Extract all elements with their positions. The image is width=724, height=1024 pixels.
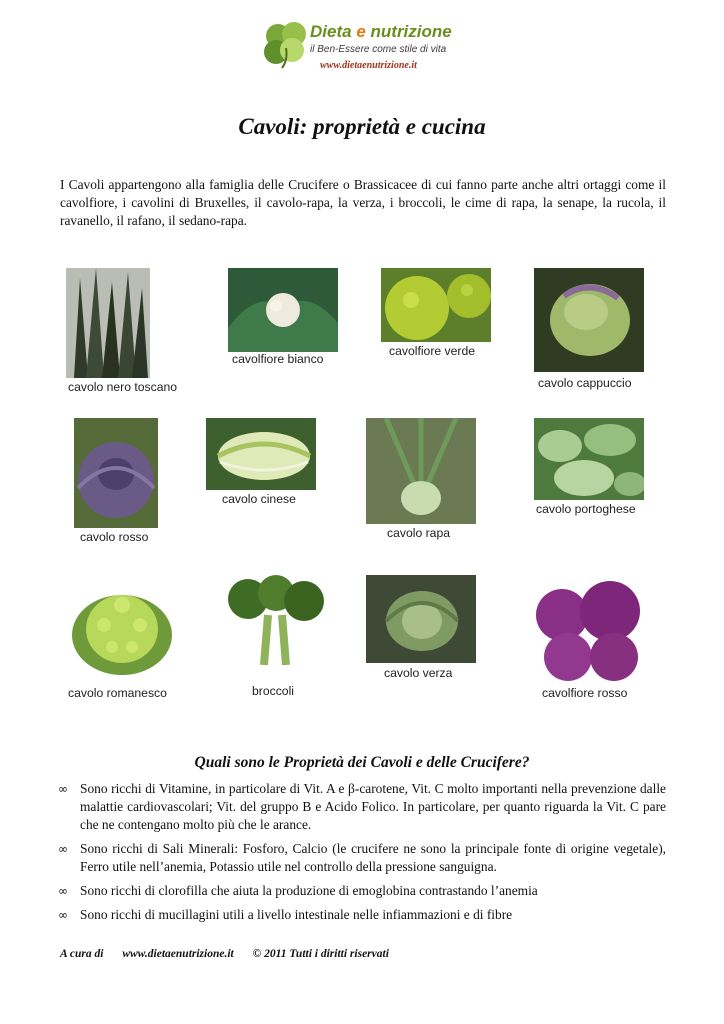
list-item — [58, 882, 666, 900]
cavolo-rapa-photo — [366, 418, 476, 524]
list-item — [58, 906, 666, 924]
site-logo — [262, 20, 472, 76]
brand-name: Dieta e nutrizione — [310, 22, 452, 41]
footer-curated-by: A cura di — [60, 948, 104, 960]
properties-heading: Quali sono le Proprietà dei Cavoli e delle Crucifere? — [194, 754, 530, 771]
broccoli-photo — [220, 575, 330, 665]
photo-caption: cavolo portoghese — [536, 502, 636, 516]
footer-site-link[interactable]: www.dietaenutrizione.it — [122, 948, 234, 960]
brand-url[interactable]: www.dietaenutrizione.it — [320, 60, 417, 71]
cavolfiore-verde-photo — [381, 268, 491, 342]
list-item-text: Sono ricchi di Sali Minerali: Fosforo, Calcio (le crucifere ne sono la principale fonte di origine vegetale), Ferro utile nell’anemia, Potassio utile nel controllo della pressione sanguigna. — [80, 841, 666, 874]
clover-logo-icon — [262, 20, 312, 70]
cavolfiore-rosso-photo — [534, 575, 644, 683]
photo-caption: cavolo cappuccio — [538, 376, 632, 390]
footer-copyright: © 2011 Tutti i diritti riservati — [252, 948, 389, 960]
brand-tagline: il Ben-Essere come stile di vita — [310, 44, 447, 55]
list-item — [58, 780, 666, 834]
list-item-text: Sono ricchi di mucillagini utili a livello intestinale nelle infiammazioni e di fibre — [80, 907, 513, 922]
photo-caption: cavolo cinese — [222, 492, 296, 506]
list-item-text: Sono ricchi di Vitamine, in particolare di Vit. A e β-carotene, Vit. C molto importanti nella prevenzione dalle malattie cardiovascolari; Vit. del gruppo B e Acido Folico. In particolare, per quanto riguarda la Vit. C pare che ne contengano molto più che le arance. — [80, 781, 666, 832]
infinity-bullet-icon: ∞ — [58, 884, 68, 898]
photo-caption: cavolo rapa — [387, 526, 451, 540]
photo-caption: cavolfiore rosso — [542, 686, 628, 700]
cavolo-nero-photo — [66, 268, 150, 378]
photo-caption: cavolo verza — [384, 666, 453, 680]
page-title: Cavoli: proprietà e cucina — [238, 114, 486, 139]
cavolo-cinese-photo — [206, 418, 316, 490]
cavolo-portoghese-photo — [534, 418, 644, 500]
list-item — [58, 840, 666, 876]
photo-caption: cavolfiore verde — [389, 344, 476, 358]
photo-caption: broccoli — [252, 684, 294, 698]
list-item-text: Sono ricchi di clorofilla che aiuta la produzione di emoglobina contrastando l’anemia — [80, 883, 538, 898]
cavolo-cappuccio-photo — [534, 268, 644, 372]
cavolo-romanesco-photo — [68, 575, 176, 681]
infinity-bullet-icon: ∞ — [58, 842, 68, 856]
intro-paragraph: I Cavoli appartengono alla famiglia delle Crucifere o Brassicacee di cui fanno parte anche altri ortaggi come il cavolfiore, i cavolini di Bruxelles, il cavolo-rapa, la verza, i broccoli, le cime di rapa, la senape, la rucola, il ravanello, il rafano, il sedano-rapa. — [60, 177, 666, 228]
cavolo-verza-photo — [366, 575, 476, 663]
infinity-bullet-icon: ∞ — [58, 782, 68, 796]
photo-caption: cavolo nero toscano — [68, 380, 178, 394]
photo-caption: cavolo rosso — [80, 530, 149, 544]
photo-caption: cavolfiore bianco — [232, 352, 324, 366]
properties-list — [58, 780, 666, 930]
cavolo-rosso-photo — [74, 418, 158, 528]
cavolfiore-bianco-photo — [228, 268, 338, 352]
infinity-bullet-icon: ∞ — [58, 908, 68, 922]
photo-caption: cavolo romanesco — [68, 686, 167, 700]
page-footer — [60, 948, 405, 960]
